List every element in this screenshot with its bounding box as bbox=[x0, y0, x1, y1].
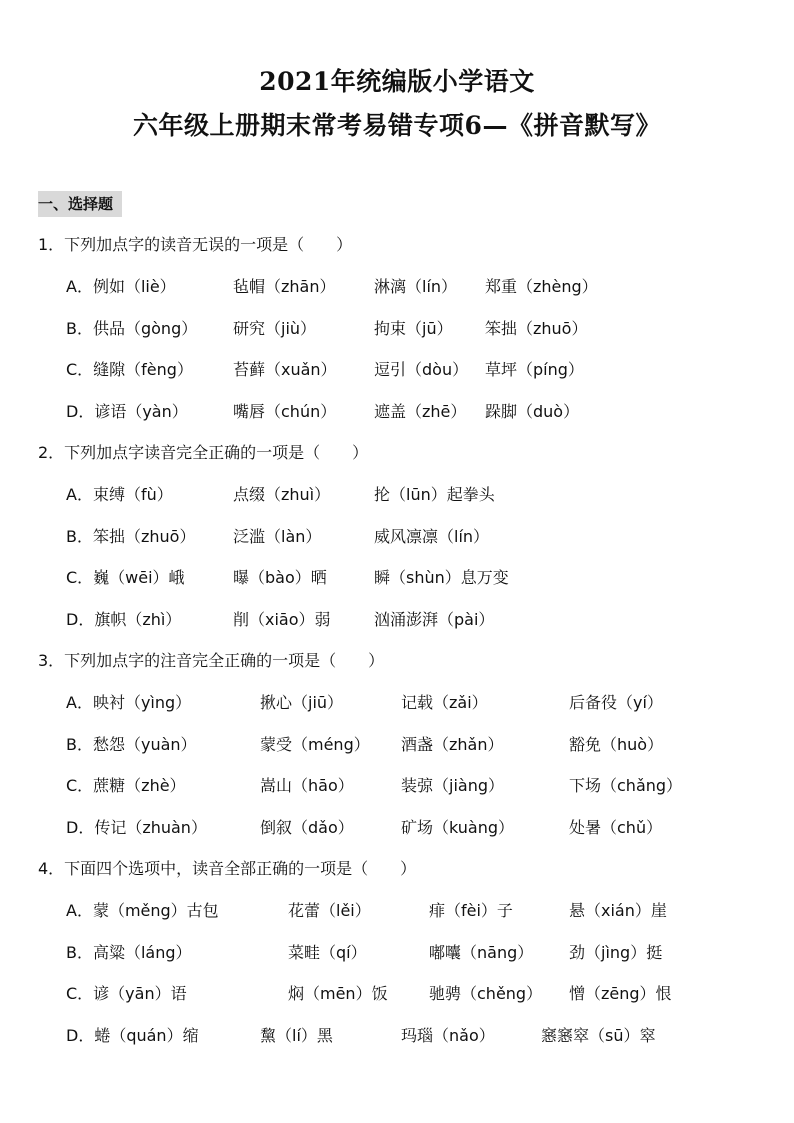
q2-option-c-3: 瞬（shùn）息万变 bbox=[374, 568, 509, 587]
q3-option-c-1: C．蔗糖（zhè） bbox=[66, 776, 186, 795]
q1-option-a-2: 毡帽（zhān） bbox=[233, 277, 336, 296]
q3-option-b-4: 豁免（huò） bbox=[569, 735, 664, 754]
q4-option-d-3: 玛瑙（nǎo） bbox=[401, 1026, 495, 1045]
q4-option-b-4: 劲（jìng）挺 bbox=[569, 943, 663, 962]
question-1-stem: 1．下列加点字的读音无误的一项是（ ） bbox=[38, 235, 353, 254]
title-line-2: 六年级上册期末常考易错专项6—《拼音默写》 bbox=[133, 111, 661, 140]
question-4-stem: 4．下面四个选项中，读音全部正确的一项是（ ） bbox=[38, 859, 417, 878]
q3-option-a-2: 揪心（jiū） bbox=[260, 693, 344, 712]
title-line-1: 2021年统编版小学语文 bbox=[259, 67, 535, 96]
q4-option-d-4: 窸窸窣（sū）窣 bbox=[541, 1026, 656, 1045]
q1-option-b-3: 拘束（jū） bbox=[374, 319, 453, 338]
q1-option-d-1: D．谚语（yàn） bbox=[66, 402, 188, 421]
q4-option-a-2: 花蕾（lěi） bbox=[288, 901, 371, 920]
q1-option-d-4: 跺脚（duò） bbox=[485, 402, 580, 421]
q1-option-d-2: 嘴唇（chún） bbox=[233, 402, 337, 421]
q1-option-a-4: 郑重（zhèng） bbox=[485, 277, 598, 296]
q1-option-a-3: 淋漓（lín） bbox=[374, 277, 458, 296]
q1-option-c-2: 苔藓（xuǎn） bbox=[233, 360, 337, 379]
q3-option-d-4: 处暑（chǔ） bbox=[569, 818, 663, 837]
question-3-stem: 3．下列加点字的注音完全正确的一项是（ ） bbox=[38, 651, 385, 670]
q4-option-a-4: 悬（xián）崖 bbox=[569, 901, 667, 920]
q2-option-b-3: 威风凛凛（lín） bbox=[374, 527, 490, 546]
q4-option-b-3: 嘟囔（nāng） bbox=[429, 943, 534, 962]
q4-option-c-2: 焖（mēn）饭 bbox=[288, 984, 388, 1003]
q3-option-c-2: 嵩山（hāo） bbox=[260, 776, 354, 795]
q4-option-a-1: A．蒙（měng）古包 bbox=[66, 901, 219, 920]
q3-option-b-3: 酒盏（zhǎn） bbox=[401, 735, 504, 754]
q2-option-c-1: C．巍（wēi）峨 bbox=[66, 568, 185, 587]
q4-option-d-2: 黧（lí）黑 bbox=[260, 1026, 333, 1045]
q2-option-b-2: 泛滥（làn） bbox=[233, 527, 322, 546]
q1-option-b-2: 研究（jiù） bbox=[233, 319, 317, 338]
q2-option-d-3: 汹涌澎湃（pài） bbox=[374, 610, 495, 629]
q4-option-c-4: 憎（zēng）恨 bbox=[569, 984, 672, 1003]
q4-option-d-1: D．蜷（quán）缩 bbox=[66, 1026, 199, 1045]
q1-option-c-3: 逗引（dòu） bbox=[374, 360, 469, 379]
q3-option-a-1: A．映衬（yìng） bbox=[66, 693, 192, 712]
q1-option-d-3: 遮盖（zhē） bbox=[374, 402, 467, 421]
q4-option-c-3: 驰骋（chěng） bbox=[429, 984, 543, 1003]
q3-option-c-4: 下场（chǎng） bbox=[569, 776, 683, 795]
q3-option-d-3: 矿场（kuàng） bbox=[401, 818, 515, 837]
q1-option-b-1: B．供品（gòng） bbox=[66, 319, 198, 338]
q2-option-a-3: 抡（lūn）起拳头 bbox=[374, 485, 495, 504]
q3-option-b-2: 蒙受（méng） bbox=[260, 735, 370, 754]
q3-option-d-2: 倒叙（dǎo） bbox=[260, 818, 354, 837]
q1-option-c-1: C．缝隙（fèng） bbox=[66, 360, 193, 379]
q4-option-b-1: B．高粱（láng） bbox=[66, 943, 192, 962]
q2-option-a-2: 点缀（zhuì） bbox=[233, 485, 331, 504]
question-2-stem: 2．下列加点字读音完全正确的一项是（ ） bbox=[38, 443, 369, 462]
q2-option-d-2: 削（xiāo）弱 bbox=[233, 610, 331, 629]
q1-option-a-1: A．例如（liè） bbox=[66, 277, 176, 296]
q3-option-b-1: B．愁怨（yuàn） bbox=[66, 735, 197, 754]
q3-option-a-4: 后备役（yí） bbox=[569, 693, 663, 712]
q3-option-d-1: D．传记（zhuàn） bbox=[66, 818, 207, 837]
q2-option-c-2: 曝（bào）晒 bbox=[233, 568, 327, 587]
q4-option-b-2: 菜畦（qí） bbox=[288, 943, 367, 962]
q3-option-c-3: 装弶（jiàng） bbox=[401, 776, 504, 795]
q2-option-b-1: B．笨拙（zhuō） bbox=[66, 527, 196, 546]
q2-option-a-1: A．束缚（fù） bbox=[66, 485, 173, 504]
q1-option-b-4: 笨拙（zhuō） bbox=[485, 319, 588, 338]
q2-option-d-1: D．旗帜（zhì） bbox=[66, 610, 182, 629]
section-title: 一、选择题 bbox=[38, 191, 122, 217]
q3-option-a-3: 记载（zǎi） bbox=[401, 693, 488, 712]
q4-option-c-1: C．谚（yān）语 bbox=[66, 984, 187, 1003]
q4-option-a-3: 痱（fèi）子 bbox=[429, 901, 513, 920]
q1-option-c-4: 草坪（píng） bbox=[485, 360, 584, 379]
